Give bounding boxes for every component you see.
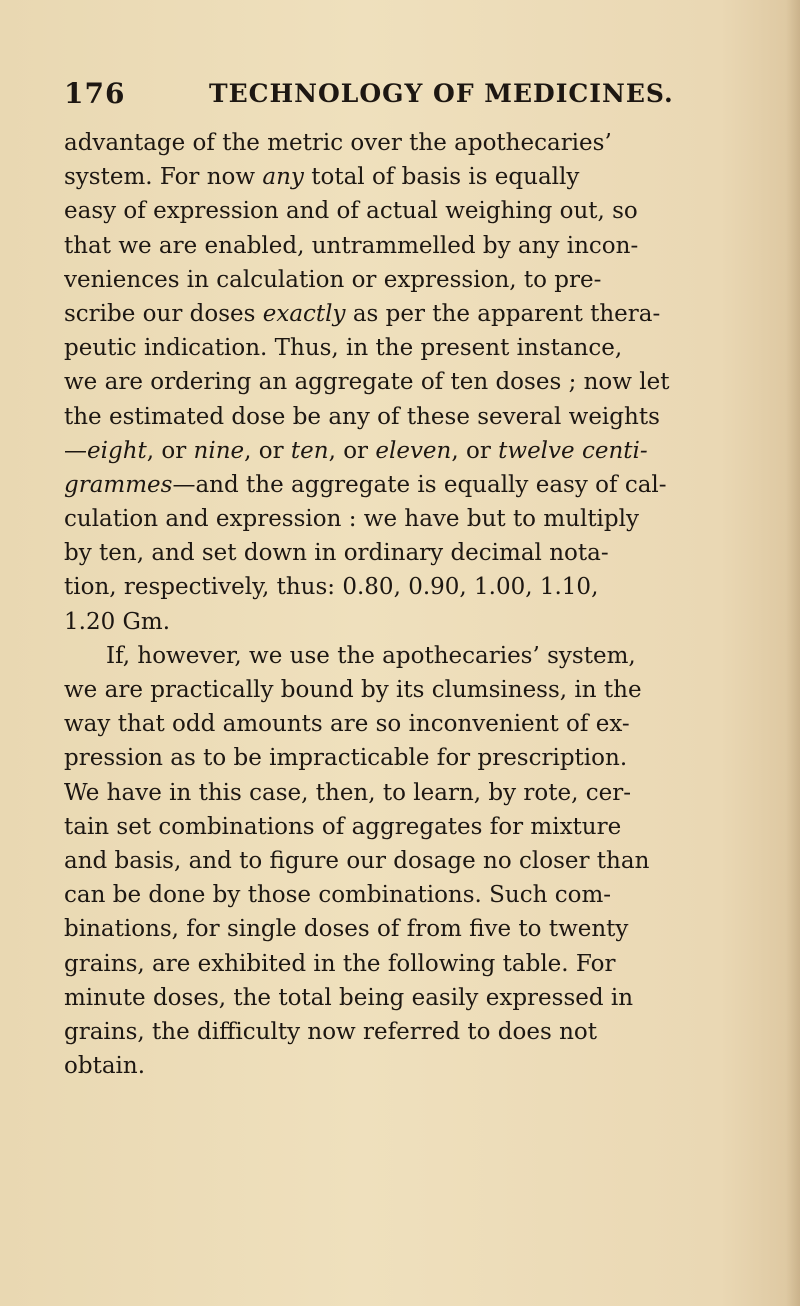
text-line: grains, the difficulty now referred to does not bbox=[64, 1018, 597, 1045]
text-line: that we are enabled, untrammelled by any incon- bbox=[64, 232, 639, 259]
text-fragment: scribe our doses bbox=[64, 300, 263, 327]
text-fragment: total of basis is equally bbox=[303, 164, 580, 191]
text-line: we are practically bound by its clumsiness, in the bbox=[64, 677, 642, 703]
text-line bbox=[64, 468, 772, 502]
text-fragment: , or bbox=[244, 437, 291, 464]
text-fragment: — bbox=[64, 437, 87, 464]
text-line: the estimated dose be any of these several weights bbox=[64, 403, 660, 430]
page-number: 176 bbox=[64, 77, 126, 110]
text-fragment: system. For now bbox=[64, 164, 263, 191]
text-line: grains, are exhibited in the following table. For bbox=[64, 950, 616, 977]
text-line: tion, respectively, thus: 0.80, 0.90, 1.00, 1.10, bbox=[64, 574, 599, 601]
text-line: peutic indication. Thus, in the present instance, bbox=[64, 335, 623, 362]
text-line: advantage of the metric over the apothecaries’ bbox=[64, 130, 612, 156]
text-line: We have in this case, then, to learn, by rote, cer- bbox=[64, 779, 631, 806]
text-line: culation and expression : we have but to multiply bbox=[64, 506, 639, 533]
text-line: we are ordering an aggregate of ten doses ; now let bbox=[64, 369, 670, 396]
text-line: binations, for single doses of from five to twenty bbox=[64, 916, 629, 943]
page-header bbox=[64, 74, 764, 114]
text-line: minute doses, the total being easily expressed in bbox=[64, 984, 634, 1011]
text-fragment: , or bbox=[451, 437, 499, 464]
italic-text: eight bbox=[87, 437, 147, 464]
text-line bbox=[64, 297, 772, 331]
running-head: TECHNOLOGY OF MEDICINES. bbox=[209, 79, 674, 108]
text-fragment: , or bbox=[146, 437, 194, 464]
text-line: can be done by those combinations. Such com- bbox=[64, 882, 612, 909]
text-line: If, however, we use the apothecaries’ system, bbox=[106, 642, 636, 669]
text-line bbox=[64, 434, 772, 468]
text-line: easy of expression and of actual weighing out, so bbox=[64, 198, 638, 225]
text-fragment: —and the aggregate is equally easy of cal- bbox=[172, 471, 667, 498]
italic-text: grammes bbox=[64, 471, 173, 498]
text-fragment: , or bbox=[328, 437, 376, 464]
italic-text: twelve centi- bbox=[498, 437, 648, 464]
text-line: by ten, and set down in ordinary decimal nota- bbox=[64, 540, 609, 567]
text-line bbox=[64, 160, 772, 194]
text-line: obtain. bbox=[64, 1053, 146, 1080]
italic-text: eleven bbox=[375, 437, 452, 464]
text-line: pression as to be impracticable for prescription. bbox=[64, 745, 628, 772]
text-line: way that odd amounts are so inconvenient of ex- bbox=[64, 711, 630, 738]
page-edge-shadow bbox=[786, 0, 800, 1306]
text-line: 1.20 Gm. bbox=[64, 608, 171, 635]
italic-text: any bbox=[262, 164, 304, 191]
italic-text: ten bbox=[290, 437, 329, 464]
text-line: tain set combinations of aggregates for mixture bbox=[64, 813, 622, 840]
text-line: veniences in calculation or expression, to pre- bbox=[64, 266, 602, 293]
body-text bbox=[64, 126, 772, 1083]
italic-text: exactly bbox=[262, 300, 346, 327]
text-fragment: as per the apparent thera- bbox=[345, 300, 661, 327]
italic-text: nine bbox=[193, 437, 245, 464]
text-line: and basis, and to figure our dosage no closer than bbox=[64, 847, 650, 874]
